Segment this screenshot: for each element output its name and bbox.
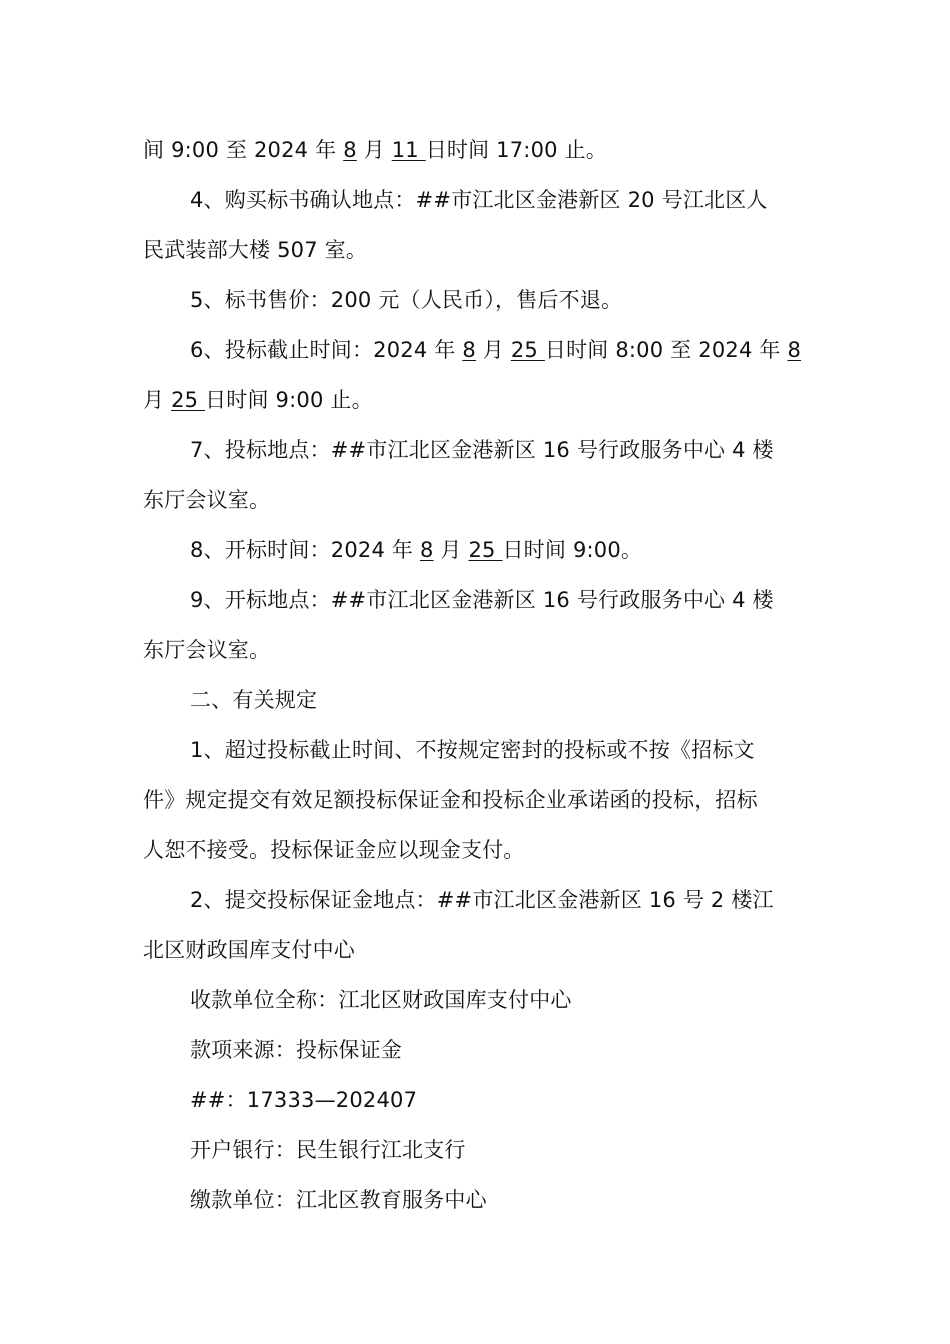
text-line [143,628,813,678]
underlined-value: 11 [391,138,426,162]
text-line [143,178,813,228]
text-run: 月 [143,388,172,412]
text-run: 9、开标地点：##市江北区金港新区 16 号行政服务中心 4 楼 [190,588,774,612]
text-run: 缴款单位：江北区教育服务中心 [190,1188,487,1212]
text-line [143,1178,813,1228]
text-line [143,1128,813,1178]
text-run: 日时间 9:00。 [502,538,643,562]
text-run: 民武装部大楼 507 室。 [143,238,368,262]
underlined-value: 25 [171,388,206,412]
text-run: 间 9:00 至 2024 年 [143,138,344,162]
underlined-value: 25 [510,338,545,362]
text-run: 8、开标时间：2024 年 [190,538,420,562]
text-run: 1、超过投标截止时间、不按规定密封的投标或不按《招标文 [190,738,755,762]
text-line [143,578,813,628]
text-run: 月 [433,538,469,562]
document-body [143,128,813,1228]
text-run: 件》规定提交有效足额投标保证金和投标企业承诺函的投标，招标 [143,788,758,812]
underlined-value: 25 [468,538,503,562]
text-line [143,828,813,878]
text-run: 款项来源：投标保证金 [190,1038,402,1062]
underlined-value: 8 [462,338,476,362]
text-line [143,128,813,178]
underlined-value: 8 [343,138,357,162]
text-run: 日时间 17:00 止。 [425,138,607,162]
text-run: 东厅会议室。 [143,638,271,662]
underlined-value: 8 [787,338,802,362]
text-run: 月 [356,138,392,162]
text-run: 7、投标地点：##市江北区金港新区 16 号行政服务中心 4 楼 [190,438,774,462]
text-line [143,478,813,528]
text-run: 开户银行：民生银行江北支行 [190,1138,466,1162]
text-run: 月 [475,338,511,362]
text-run: ##：17333—202407 [190,1088,418,1112]
text-line [143,328,813,378]
underlined-value: 8 [419,538,434,562]
text-run: 二、有关规定 [190,688,318,712]
text-line [143,278,813,328]
text-run: 人恕不接受。投标保证金应以现金支付。 [143,838,525,862]
text-line [143,728,813,778]
text-line [143,428,813,478]
text-line [143,978,813,1028]
text-line [143,878,813,928]
text-run: 北区财政国库支付中心 [143,938,355,962]
text-line [143,1028,813,1078]
text-run: 日时间 9:00 止。 [205,388,373,412]
text-line [143,528,813,578]
text-line [143,928,813,978]
text-line [143,778,813,828]
text-line [143,1078,813,1128]
text-line [143,228,813,278]
text-run: 2、提交投标保证金地点：##市江北区金港新区 16 号 2 楼江 [190,888,774,912]
text-line [143,378,813,428]
text-line [143,678,813,728]
text-run: 东厅会议室。 [143,488,271,512]
text-run: 收款单位全称：江北区财政国库支付中心 [190,988,572,1012]
text-run: 日时间 8:00 至 2024 年 [544,338,788,362]
text-run: 5、标书售价：200 元（人民币），售后不退。 [190,288,623,312]
text-run: 6、投标截止时间：2024 年 [190,338,463,362]
text-run: 4、购买标书确认地点：##市江北区金港新区 20 号江北区人 [190,188,768,212]
